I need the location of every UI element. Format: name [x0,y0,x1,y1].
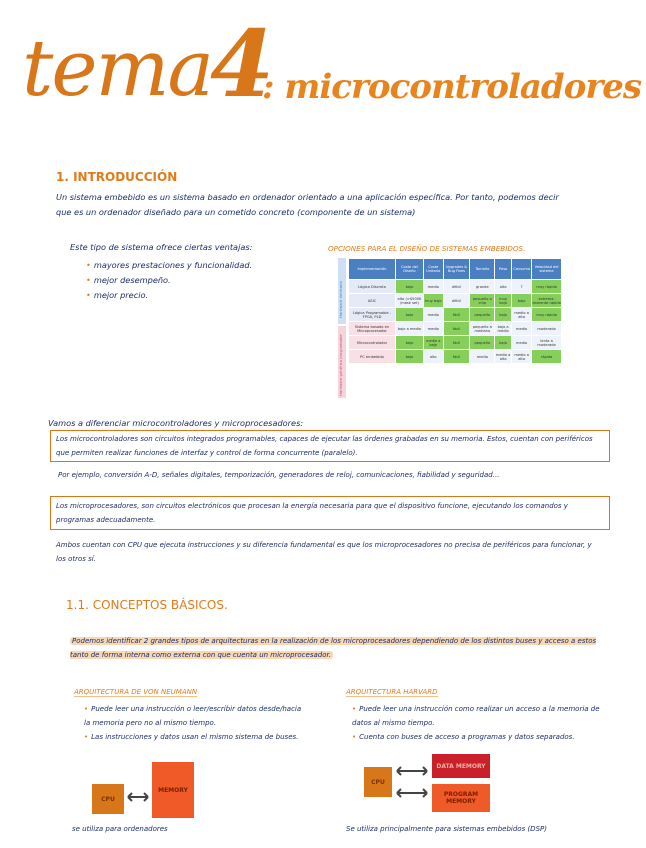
harvard-bullet: • Cuenta con buses de acceso a programas y datos separados. [352,730,602,744]
von-footnote: se utiliza para ordenadores [72,825,168,833]
page-title: tema [22,24,212,114]
program-memory-block: PROGRAM MEMORY [432,784,490,812]
harvard-bullets [352,702,602,744]
table-title: OPCIONES PARA EL DISEÑO DE SISTEMAS EMBEBIDOS. [328,244,526,253]
table-header: Upgrades & Bug Fixes [443,259,470,280]
ventaja-item: • mayores prestaciones y funcionalidad. [86,258,286,273]
harvard-cpu-block: CPU [364,767,392,797]
von-neumann-bullets [84,702,304,744]
von-bus-arrow [127,789,149,803]
table-header: Coste del Diseño [396,259,424,280]
table-row: Sistema basado en Microprocesador bajo a medio medio fácil pequeño a mediano bajo a medio medio moderada [349,322,562,336]
table-row: Microcontrolador bajo medio a bajo fácil pequeño bajo medio lenta a moderada [349,336,562,350]
table-row: PC embebido bajo alto fácil medio medio a alto medio a alto rápida [349,350,562,364]
von-neumann-title: ARQUITECTURA DE VON NEUMANN [74,688,198,696]
data-memory-block: DATA MEMORY [432,754,490,778]
von-cpu-block: CPU [92,784,124,814]
conceptos-heading: 1.1. CONCEPTOS BÁSICOS. [66,598,228,612]
ventajas-list [86,258,286,303]
comparison-text: Ambos cuentan con CPU que ejecuta instrucciones y su diferencia fundamental es que los microprocesadores no precisa de periféricos para funcionar, y los otros sí. [56,541,592,563]
options-table [348,258,562,364]
page-title-number: 4 [210,10,275,118]
microcontroller-definition: Los microcontroladores son circuitos integrados programables, capaces de ejecutar las órdenes grabadas en su memoria. Estos, cuentan con periféricos que permiten realizar funciones de interfaz y control de forma concurrente (paralelo). [50,430,610,462]
ventaja-item: • mejor precio. [86,288,286,303]
conceptos-paragraph: Podemos identificar 2 grandes tipos de arquitecturas en la realización de los microprocesadores dependiendo de los distintos buses y acceso a estos tanto de forma interna como externa con que cuenta un microprocesador. [70,637,597,659]
von-memory-block: MEMORY [152,762,194,818]
table-header: Consumo [512,259,532,280]
microprocessor-definition: Los microprocesadores, son circuitos electrónicos que procesan la energía necesaria para que el dispositivo funcione, ejecutando los comandos y programas adecuadamente. [50,496,610,530]
table-header: Tamaño [470,259,495,280]
diff-intro: Vamos a diferenciar microcontroladores y microprocesadores: [48,418,304,428]
table-row: ASIC alto (>$500K /mask set) muy bajo difícil pequeño o chip muy bajo bajo extrema-damente rápida [349,294,562,308]
harvard-title: ARQUITECTURA HARVARD [346,688,438,696]
group-label-programmable: Hardware genérico programable [338,326,346,398]
page-subtitle: : microcontroladores [262,67,642,107]
intro-heading: 1. INTRODUCCIÓN [56,170,178,184]
table-header: Peso [495,259,512,280]
harvard-footnote: Se utiliza principalmente para sistemas embebidos (DSP) [346,825,547,833]
von-bullet: • Puede leer una instrucción o leer/escribir datos desde/hacia la memoria pero no al mismo tiempo. [84,702,304,730]
microcontroller-example: Por ejemplo, conversión A-D, señales digitales, temporización, generadores de reloj, comunicaciones, fiabilidad y seguridad... [58,471,500,479]
table-row: Lógica Discreta bajo medio difícil grande alto ? muy rápida [349,280,562,294]
harvard-bus-arrows [395,763,429,803]
table-header: Implementación [349,259,396,280]
table-header: Coste Unitario [423,259,443,280]
group-label-dedicated: Hardware dedicado [338,258,346,324]
ventaja-item: • mejor desempeño. [86,273,286,288]
von-bullet: • Las instrucciones y datos usan el mismo sistema de buses. [84,730,304,744]
table-header: Velocidad del sistema [532,259,562,280]
ventajas-intro: Este tipo de sistema ofrece ciertas ventajas: [70,242,253,252]
harvard-bullet: • Puede leer una instrucción como realizar un acceso a la memoria de datos al mismo tiempo. [352,702,602,730]
table-row: Lógica Programable - FPGA, PLD bajo medio fácil pequeño bajo medio a alto muy rápida [349,308,562,322]
intro-paragraph: Un sistema embebido es un sistema basado en ordenador orientado a una aplicación específica. Por tanto, podemos decir que es un ordenador diseñado para un cometido concreto (componente de un sistema) [56,192,559,217]
